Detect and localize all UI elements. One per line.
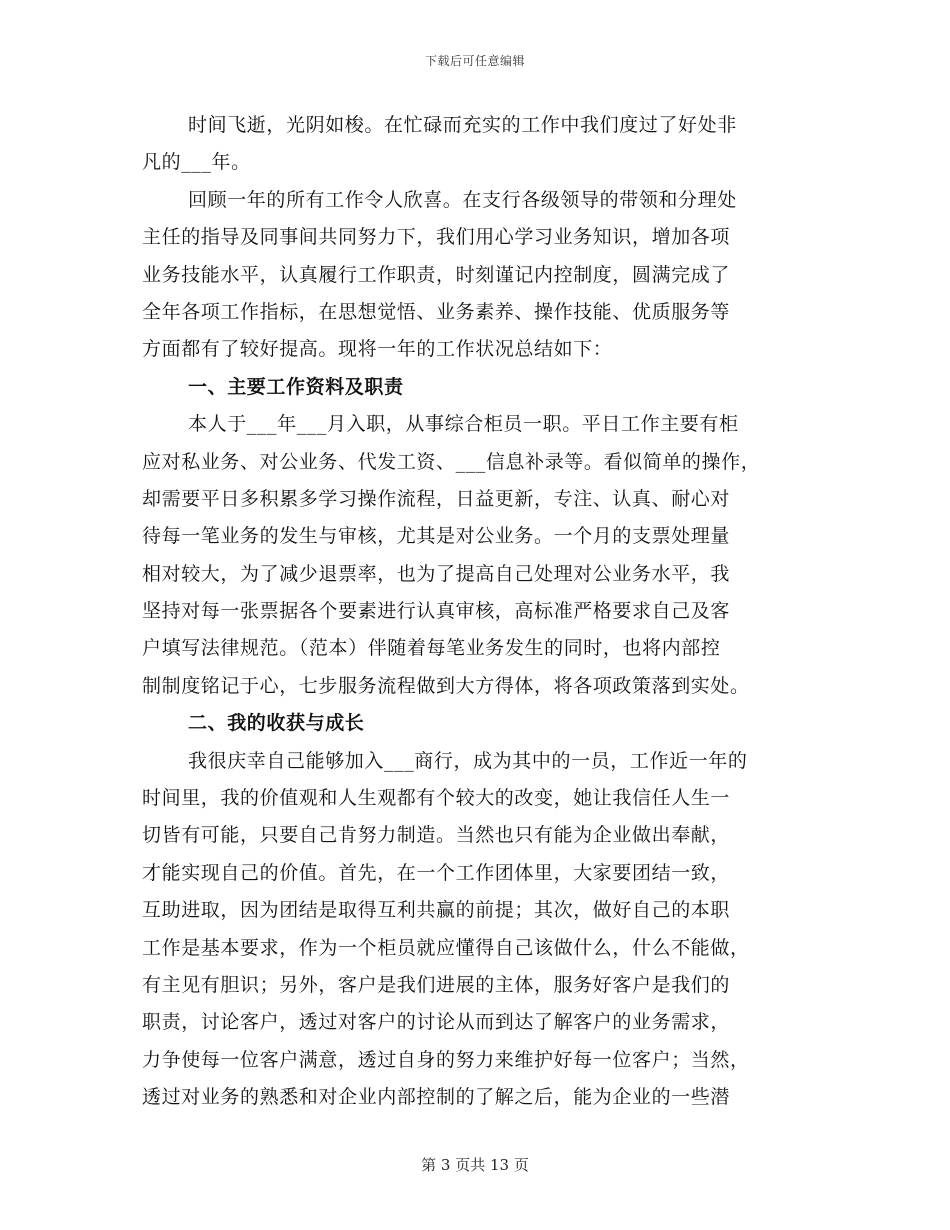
section-heading: 一、主要工作资料及职责 xyxy=(188,375,404,398)
section-heading: 二、我的收获与成长 xyxy=(188,712,365,735)
text-line: 制制度铭记于心，七步服务流程做到大方得体，将各项政策落到实处。 xyxy=(142,674,750,697)
text-line: 相对较大，为了减少退票率，也为了提高自己处理对公业务水平，我 xyxy=(142,562,731,585)
text-line: 坚持对每一张票据各个要素进行认真审核，高标准严格要求自己及客 xyxy=(142,600,731,623)
text-line: 却需要平日多积累多学习操作流程，日益更新，专注、认真、耐心对 xyxy=(142,487,731,510)
text-line: 力争使每一位客户满意，透过自身的努力来维护好每一位客户；当然， xyxy=(142,1048,750,1071)
text-line: 透过对业务的熟悉和对企业内部控制的了解之后，能为企业的一些潜 xyxy=(142,1086,731,1109)
text-line: 互助进取，因为团结是取得互利共赢的前提；其次，做好自己的本职 xyxy=(142,899,731,922)
text-line: 应对私业务、对公业务、代发工资、___信息补录等。看似简单的操作， xyxy=(142,450,761,473)
text-line: 职责，讨论客户，透过对客户的讨论从而到达了解客户的业务需求， xyxy=(142,1011,731,1034)
page-header: 下载后可任意编辑 xyxy=(424,54,525,68)
text-line: 才能实现自己的价值。首先，在一个工作团体里，大家要团结一致， xyxy=(142,861,731,884)
text-line: 户填写法律规范。（范本）伴随着每笔业务发生的同时，也将内部控 xyxy=(142,637,721,660)
text-line: 切皆有可能，只要自己肯努力制造。当然也只有能为企业做出奉献， xyxy=(142,824,731,847)
text-line: 业务技能水平，认真履行工作职责，时刻谨记内控制度，圆满完成了 xyxy=(142,263,731,286)
text-line: 待每一笔业务的发生与审核，尤其是对公业务。一个月的支票处理量 xyxy=(142,525,731,548)
text-line: 回顾一年的所有工作令人欣喜。在支行各级领导的带领和分理处 xyxy=(188,188,737,211)
text-line: 凡的___年。 xyxy=(142,151,251,174)
text-line: 工作是基本要求，作为一个柜员就应懂得自己该做什么，什么不能做， xyxy=(142,936,750,959)
text-line: 主任的指导及同事间共同努力下，我们用心学习业务知识，增加各项 xyxy=(142,226,731,249)
page-footer: 第 3 页共 13 页 xyxy=(421,1156,529,1174)
text-line: 有主见有胆识；另外，客户是我们进展的主体，服务好客户是我们的 xyxy=(142,973,731,996)
text-line: 时间里，我的价值观和人生观都有个较大的改变，她让我信任人生一 xyxy=(142,787,731,810)
text-line: 全年各项工作指标，在思想觉悟、业务素养、操作技能、优质服务等 xyxy=(142,300,731,323)
text-line: 方面都有了较好提高。现将一年的工作状况总结如下： xyxy=(142,338,613,361)
text-line: 时间飞逝，光阴如梭。在忙碌而充实的工作中我们度过了好处非 xyxy=(188,114,737,136)
text-line: 我很庆幸自己能够加入___商行，成为其中的一员，工作近一年的 xyxy=(188,749,748,772)
document-body xyxy=(142,107,812,1117)
text-line: 本人于___年___月入职，从事综合柜员一职。平日工作主要有柜 xyxy=(188,413,739,436)
